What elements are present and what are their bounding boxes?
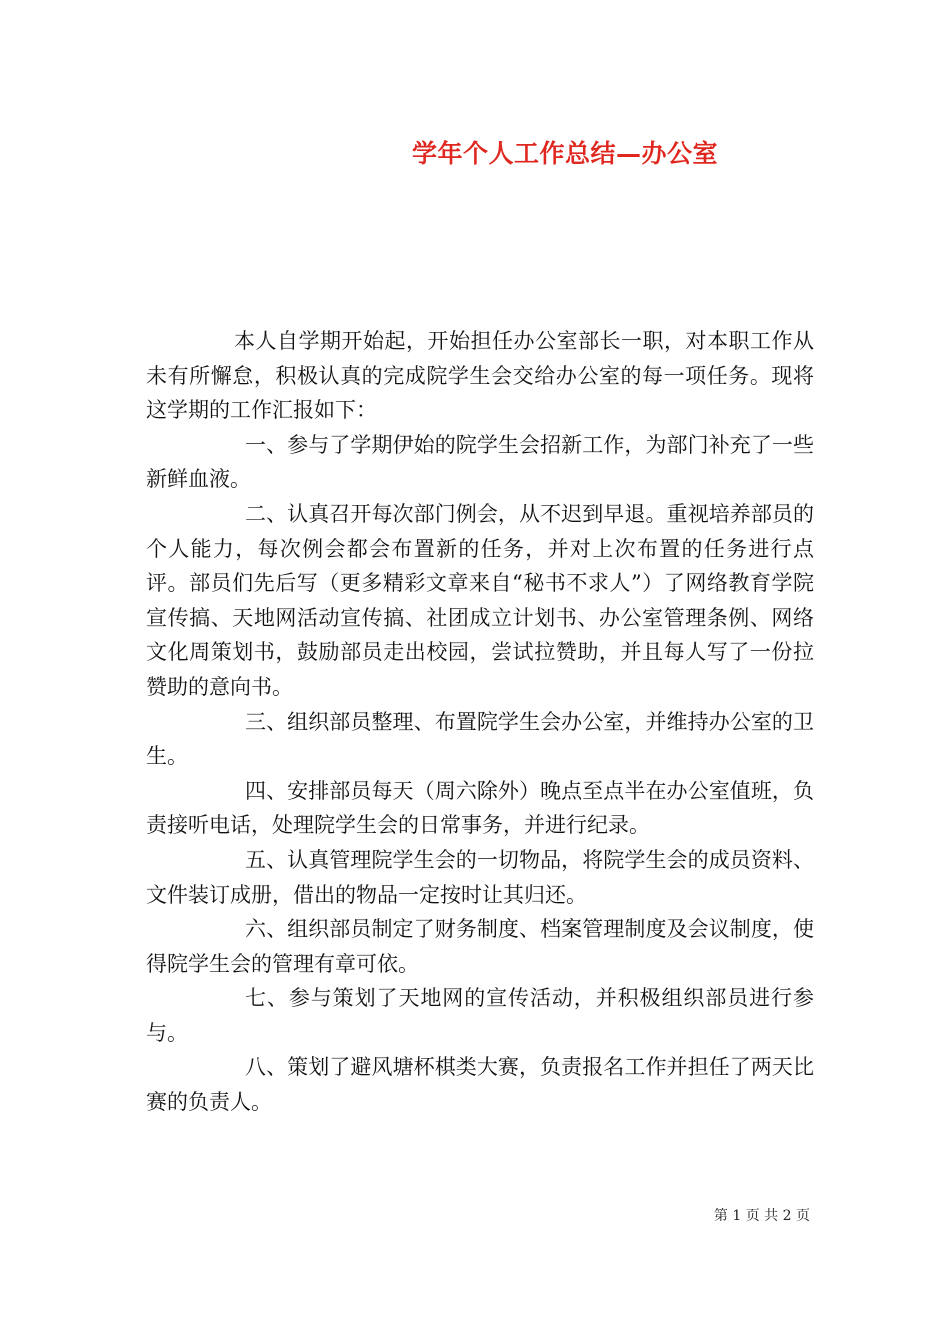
- work-item-5: 五、认真管理院学生会的一切物品，将院学生会的成员资料、文件装订成册，借出的物品一定按时让其归还。: [146, 847, 814, 907]
- work-item-8: 八、策划了避风塘杯棋类大赛，负责报名工作并担任了两天比赛的负责人。: [146, 1055, 814, 1115]
- work-item-4: 四、安排部员每天（周六除外）晚点至点半在办公室值班，负责接听电话，处理院学生会的日常事务，并进行纪录。: [146, 778, 814, 838]
- page-number: 第 1 页 共 2 页: [713, 1208, 810, 1224]
- work-item-7: 七、参与策划了天地网的宣传活动，并积极组织部员进行参与。: [146, 986, 814, 1045]
- work-item-1: 一、参与了学期伊始的院学生会招新工作，为部门补充了一些新鲜血液。: [146, 432, 814, 492]
- intro-paragraph: 本人自学期开始起，开始担任办公室部长一职，对本职工作从未有所懈怠，积极认真的完成院学生会交给办公室的每一项任务。现将这学期的工作汇报如下：: [146, 329, 814, 423]
- document-body: [146, 324, 814, 1120]
- work-item-3: 三、组织部员整理、布置院学生会办公室，并维持办公室的卫生。: [146, 709, 814, 769]
- work-item-6: 六、组织部员制定了财务制度、档案管理制度及会议制度，使得院学生会的管理有章可依。: [146, 917, 814, 976]
- work-item-2: 二、认真召开每次部门例会，从不迟到早退。重视培养部员的个人能力，每次例会都会布置新的任务，并对上次布置的任务进行点评。部员们先后写（更多精彩文章来自“秘书不求人”）了网络教育学院宣传搞、天地网活动宣传搞、社团成立计划书、办公室管理条例、网络文化周策划书，鼓励部员走出校园，尝试拉赞助，并且每人写了一份拉赞助的意向书。: [146, 501, 814, 699]
- document-title: 学年个人工作总结—办公室: [411, 139, 718, 168]
